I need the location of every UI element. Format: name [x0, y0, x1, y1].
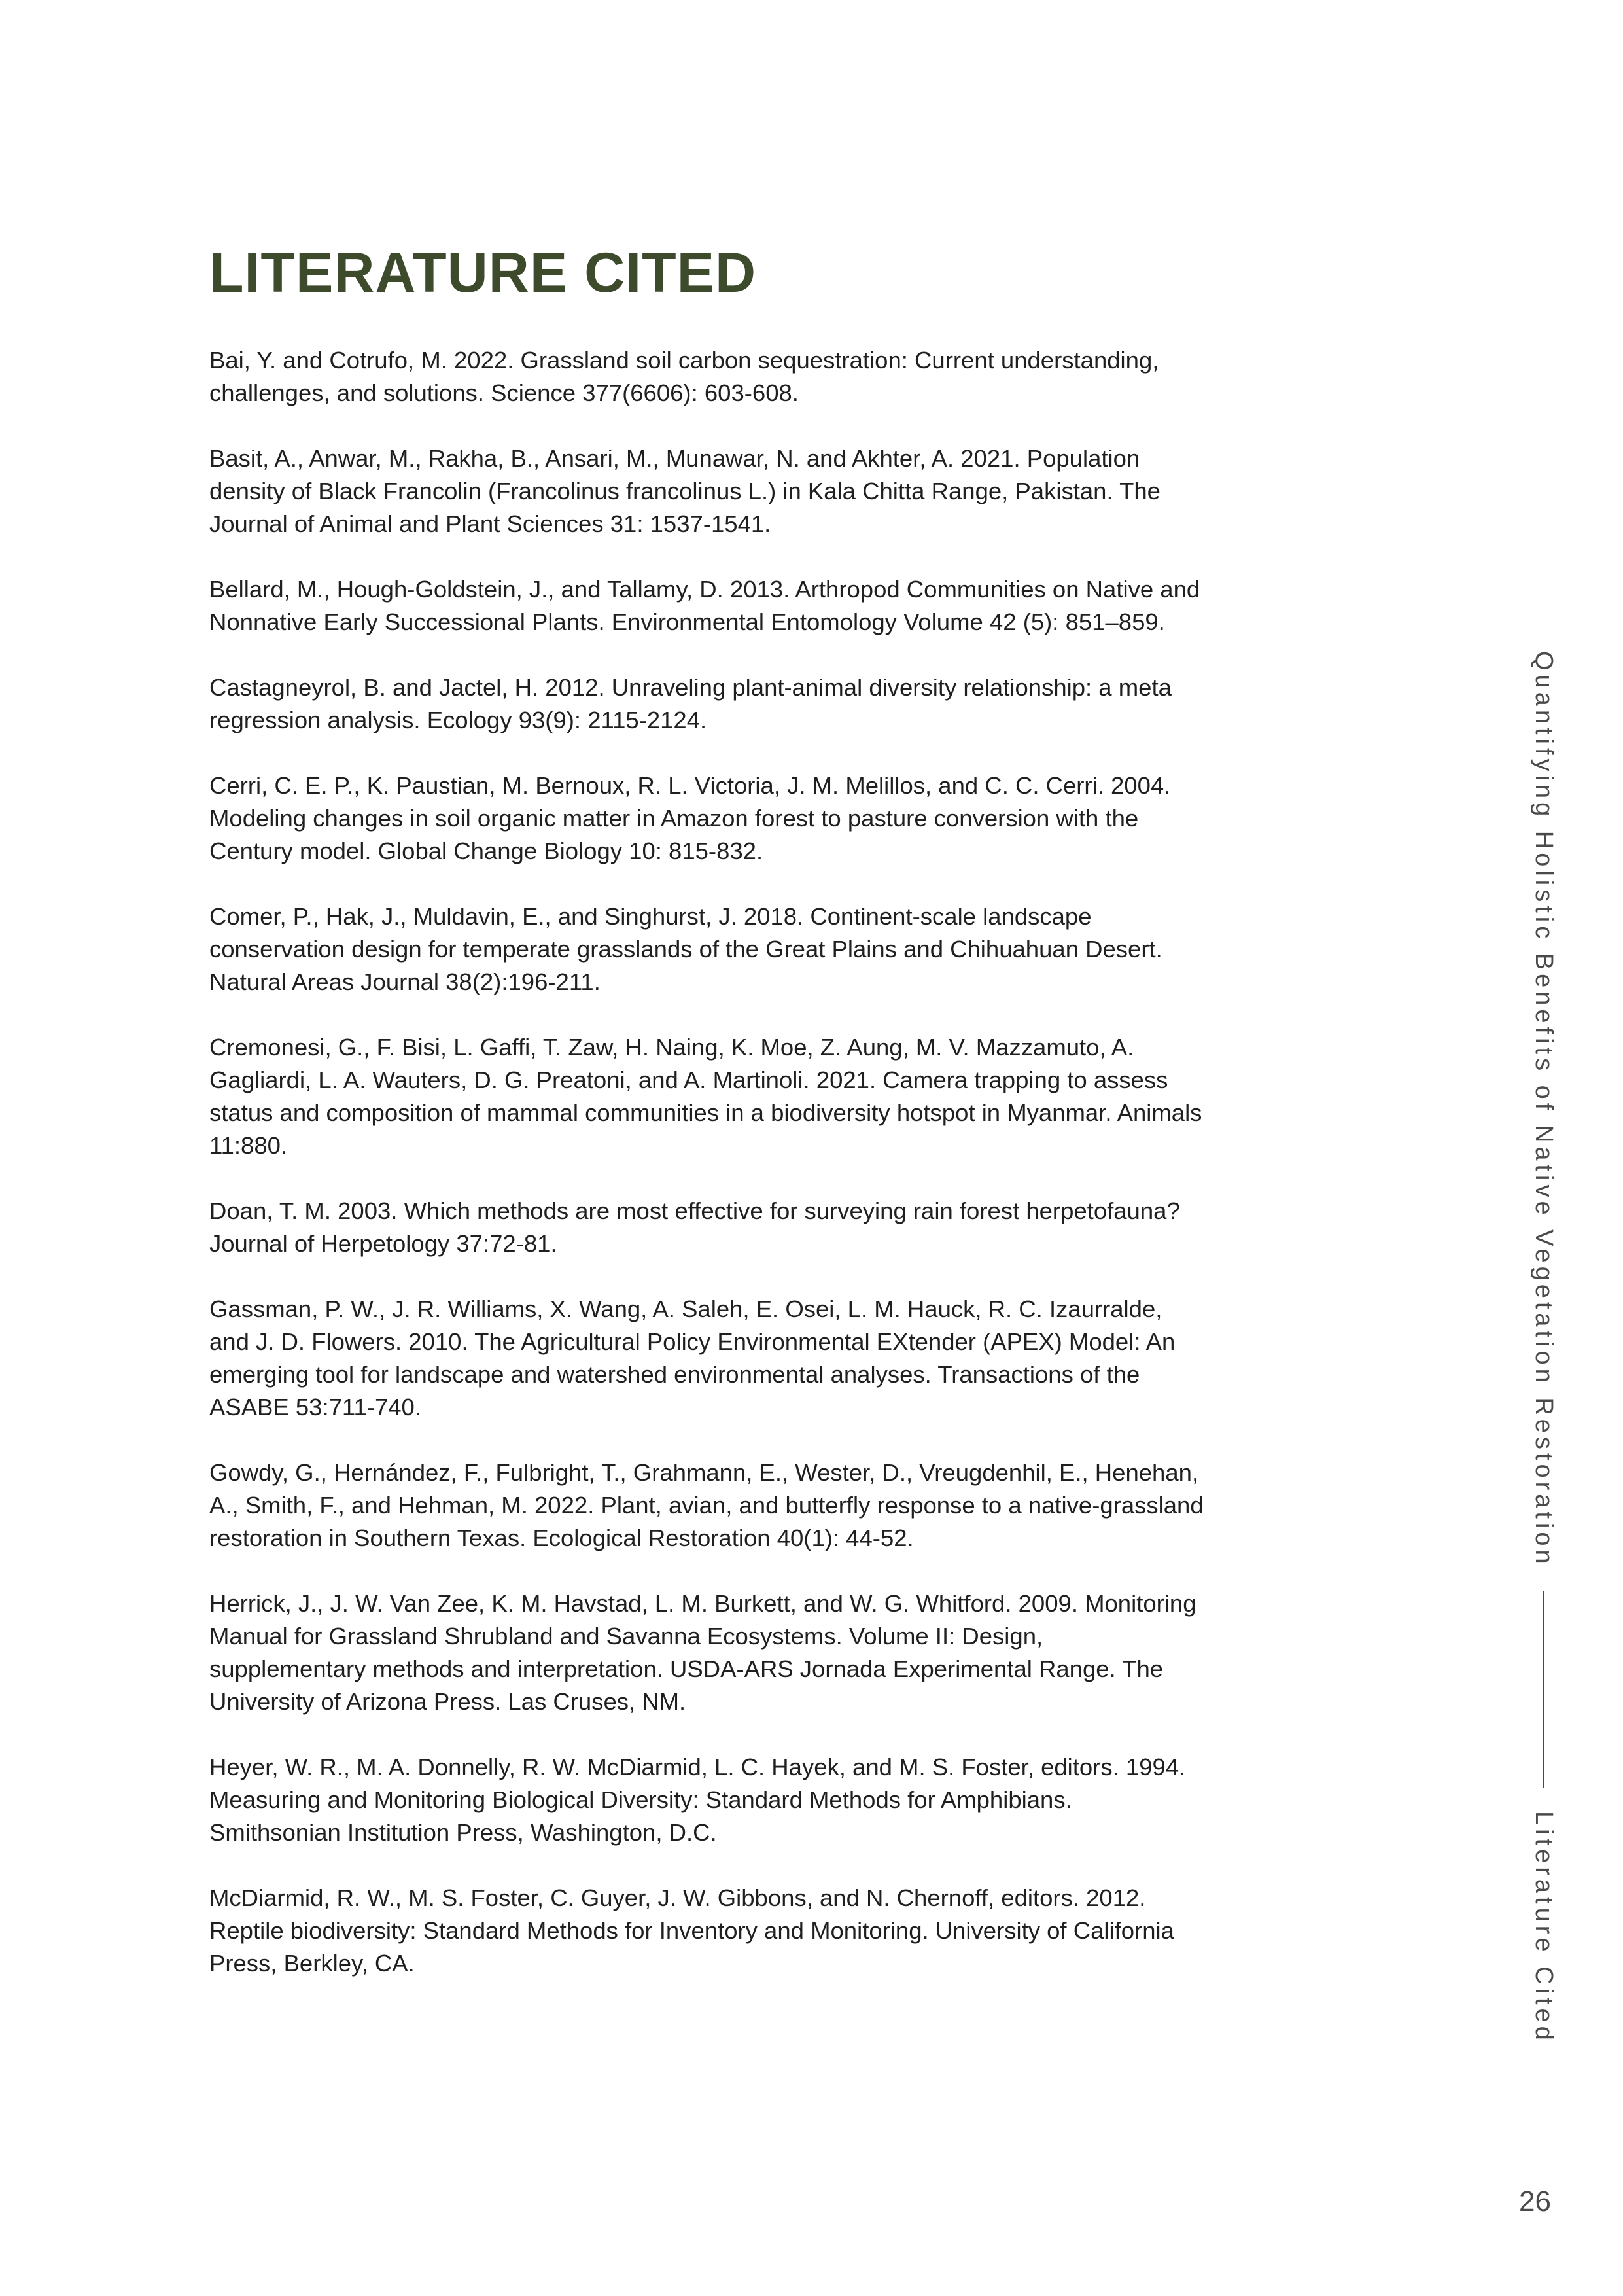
reference-entry: Cremonesi, G., F. Bisi, L. Gaffi, T. Zaw, H. Naing, K. Moe, Z. Aung, M. V. Mazzamuto, A. Gagliardi, L. A. Wauters, D. G. Preatoni, and A. Martinoli. 2021. Camera trapping to assess status and composition of mammal communities in a biodiversity hotspot in Myanmar. Animals 11:880. [209, 1034, 1202, 1159]
reference-entry: Heyer, W. R., M. A. Donnelly, R. W. McDiarmid, L. C. Hayek, and M. S. Foster, editors. 1994. Measuring and Monitoring Biological Diversity: Standard Methods for Amphibians. Smithsonian Institution Press, Washington, D.C. [209, 1754, 1186, 1846]
reference-entry: Bai, Y. and Cotrufo, M. 2022. Grassland soil carbon sequestration: Current understanding, challenges, and solutions. Science 377(6606): 603-608. [209, 347, 1159, 406]
reference-entry: Gassman, P. W., J. R. Williams, X. Wang, A. Saleh, E. Osei, L. M. Hauck, R. C. Izaurralde, and J. D. Flowers. 2010. The Agricultural Policy Environmental EXtender (APEX) Model: An emerging tool for landscape and watershed environmental analyses. Transactions of the ASABE 53:711-740. [209, 1296, 1176, 1421]
reference-list [209, 344, 1204, 2013]
running-header-divider [1543, 1591, 1544, 1788]
running-header-section-title: Literature Cited [1530, 1810, 1558, 2044]
reference-entry: Herrick, J., J. W. Van Zee, K. M. Havstad, L. M. Burkett, and W. G. Whitford. 2009. Monitoring Manual for Grassland Shrubland and Savanna Ecosystems. Volume II: Design, supplementary methods and interpretation. USDA-ARS Jornada Experimental Range. The University of Arizona Press. Las Cruses, NM. [209, 1590, 1196, 1715]
reference-entry: Comer, P., Hak, J., Muldavin, E., and Singhurst, J. 2018. Continent-scale landscape conservation design for temperate grasslands of the Great Plains and Chihuahuan Desert. Natural Areas Journal 38(2):196-211. [209, 903, 1162, 995]
reference-entry: Basit, A., Anwar, M., Rakha, B., Ansari, M., Munawar, N. and Akhter, A. 2021. Population density of Black Francolin (Francolinus francolinus L.) in Kala Chitta Range, Pakistan. The Journal of Animal and Plant Sciences 31: 1537-1541. [209, 445, 1161, 537]
running-header-document-title: Quantifying Holistic Benefits of Native Vegetation Restoration [1530, 651, 1558, 1568]
reference-entry: Doan, T. M. 2003. Which methods are most effective for surveying rain forest herpetofauna? Journal of Herpetology 37:72-81. [209, 1197, 1180, 1257]
reference-entry: Bellard, M., Hough-Goldstein, J., and Tallamy, D. 2013. Arthropod Communities on Native and Nonnative Early Successional Plants. Environmental Entomology Volume 42 (5): 851–859. [209, 576, 1200, 635]
running-header [1529, 651, 1558, 2043]
reference-entry: Gowdy, G., Hernández, F., Fulbright, T., Grahmann, E., Wester, D., Vreugdenhil, E., Henehan, A., Smith, F., and Hehman, M. 2022. Plant, avian, and butterfly response to a native-grassland restoration in Southern Texas. Ecological Restoration 40(1): 44-52. [209, 1459, 1204, 1551]
reference-entry: Cerri, C. E. P., K. Paustian, M. Bernoux, R. L. Victoria, J. M. Melillos, and C. C. Cerri. 2004. Modeling changes in soil organic matter in Amazon forest to pasture conversion with the Century model. Global Change Biology 10: 815-832. [209, 772, 1171, 864]
reference-entry: McDiarmid, R. W., M. S. Foster, C. Guyer, J. W. Gibbons, and N. Chernoff, editors. 2012. Reptile biodiversity: Standard Methods for Inventory and Monitoring. University of California Press, Berkley, CA. [209, 1884, 1174, 1977]
page-number: 26 [1519, 2185, 1551, 2217]
reference-entry: Castagneyrol, B. and Jactel, H. 2012. Unraveling plant-animal diversity relationship: a meta regression analysis. Ecology 93(9): 2115-2124. [209, 674, 1172, 733]
page-title: LITERATURE CITED [209, 241, 757, 304]
